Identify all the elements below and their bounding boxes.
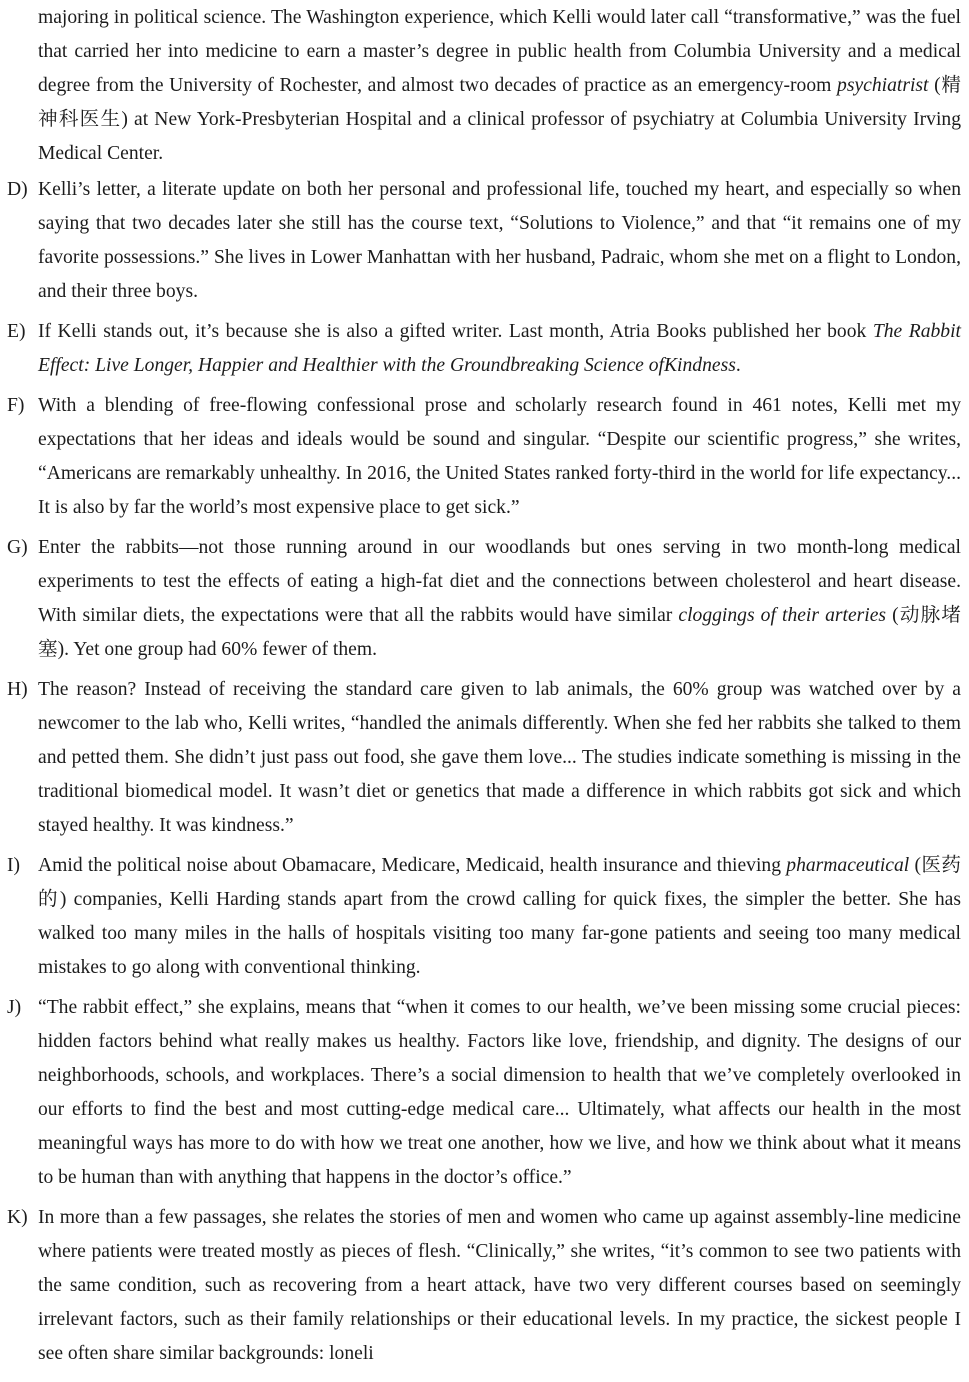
paragraph-e [0,315,969,383]
paragraph-g [0,531,969,667]
paragraph-text: Amid the political noise about Obamacare, Medicare, Medicaid, health insurance and thieving pharmaceutical (医药的) companies, Kelli Harding stands apart from the crowd calling for quick fixes, the simpler the better. She has walked too many miles in the halls of hospitals visiting too many far-gone patients and seeing too many medical mistakes to go along with conventional thinking. [38,855,961,978]
paragraph-text: “The rabbit effect,” she explains, means that “when it comes to our health, we’ve been missing some crucial pieces: hidden factors behind what really makes us healthy. Factors like love, friendship, and dignity. The designs of our neighborhoods, schools, and workplaces. There’s a social dimension to health that we’ve completely overlooked in our efforts to find the best and most cutting-edge medical care... Ultimately, what affects our health in the most meaningful ways has more to do with how we treat one another, how we live, and how we think about what it means to be human than with anything that happens in the doctor’s office.” [38,997,961,1188]
document-page [0,1,969,1382]
paragraph-h [0,673,969,843]
paragraph-k [0,1201,969,1371]
paragraph-label: E) [7,321,26,342]
paragraph-text: With a blending of free-flowing confessional prose and scholarly research found in 461 notes, Kelli met my expectations that her ideas and ideals would be sound and singular. “Despite our scientific progress,” she writes, “Americans are remarkably unhealthy. In 2016, the United States ranked forty-third in the world for life expectancy... It is also by far the world’s most expensive place to get sick.” [38,395,961,518]
paragraph-text: majoring in political science. The Washington experience, which Kelli would later call “transformative,” was the fuel that carried her into medicine to earn a master’s degree in public health from Columbia University and a medical degree from the University of Rochester, and almost two decades of practice as an emergency-room psychiatrist (精神科医生) at New York-Presbyterian Hospital and a clinical professor of psychiatry at Columbia University Irving Medical Center. [38,7,961,164]
paragraph-i [0,849,969,985]
paragraph-label: D) [7,179,28,200]
paragraph-label: H) [7,679,28,700]
paragraph-d [0,173,969,309]
paragraph-label: K) [7,1207,28,1228]
paragraph-text: If Kelli stands out, it’s because she is also a gifted writer. Last month, Atria Books published her book The Rabbit Effect: Live Longer, Happier and Healthier with the Groundbreaking Science ofKindness. [38,321,961,376]
paragraph-j [0,991,969,1195]
paragraph-c [0,1,969,171]
paragraph-text: The reason? Instead of receiving the standard care given to lab animals, the 60% group was watched over by a newcomer to the lab who, Kelli writes, “handled the animals differently. When she fed her rabbits she talked to them and petted them. She didn’t just pass out food, she gave them love... The studies indicate something is missing in the traditional biomedical model. It wasn’t diet or genetics that made a difference in which rabbits got sick and which stayed healthy. It was kindness.” [38,679,961,836]
paragraph-label: J) [7,997,22,1018]
paragraph-label: G) [7,537,28,558]
paragraph-text: In more than a few passages, she relates the stories of men and women who came up against assembly-line medicine where patients were treated mostly as pieces of flesh. “Clinically,” she writes, “it’s common to see two patients with the same condition, such as recovering from a heart attack, have two very different courses based on seemingly irrelevant factors, such as their family relationships or their educational levels. In my practice, the sickest people I see often share similar backgrounds: loneli [38,1207,961,1364]
paragraph-f [0,389,969,525]
paragraph-label: F) [7,395,25,416]
paragraph-text: Kelli’s letter, a literate update on both her personal and professional life, touched my heart, and especially so when saying that two decades later she still has the course text, “Solutions to Violence,” and that “it remains one of my favorite possessions.” She lives in Lower Manhattan with her husband, Padraic, whom she met on a flight to London, and their three boys. [38,179,961,302]
paragraph-text: Enter the rabbits—not those running around in our woodlands but ones serving in two month-long medical experiments to test the effects of eating a high-fat diet and the connections between cholesterol and heart disease. With similar diets, the expectations were that all the rabbits would have similar cloggings of their arteries (动脉堵塞). Yet one group had 60% fewer of them. [38,537,961,660]
paragraph-label: I) [7,855,21,876]
